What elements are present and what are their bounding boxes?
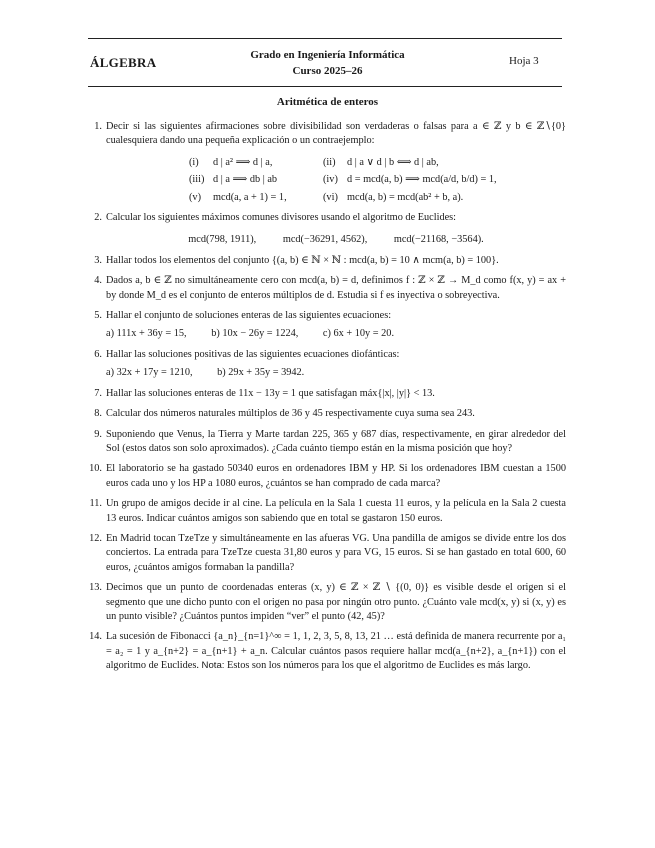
problem-text: El laboratorio se ha gastado 50340 euros en ordenadores IBM y HP. Si los ordenadores IBM cuestan a 1500 euros cada uno y los HP a 1080 euros, ¿cuántos se han comprado de cada marca? (106, 463, 566, 489)
statement-label: (iii) (189, 174, 205, 186)
header-top-rule (88, 38, 562, 39)
degree-name: Grado en Ingeniería Informática (250, 49, 405, 61)
problem-14 (90, 630, 566, 673)
problem-number: 1. (94, 121, 102, 132)
equation: c) 6x + 10y = 20. (322, 328, 395, 340)
statement-label: (vi) (323, 191, 338, 203)
note-label: Nota: (201, 660, 225, 672)
problem-text: Suponiendo que Venus, la Tierra y Marte tardan 225, 365 y 687 días, respectivamente, en girar alrededor del Sol (estos datos son solo aproximados). ¿Cada cuánto tiempo están en la misma posición que hoy? (106, 428, 566, 454)
problem-text: Dados a, b ∈ ℤ no simultáneamente cero con mcd(a, b) = d, definimos f : ℤ × ℤ → M_d como f(x, y) = ax + by donde M_d es el conjunto de enteros múltiplos de d. Estudia si f es inyectiva o sobreyectiva. (106, 275, 566, 301)
problem-text: Hallar todos los elementos del conjunto {(a, b) ∈ ℕ × ℕ : mcd(a, b) = 10 ∧ mcm(a, b) = 100}. (106, 254, 499, 266)
gcd-expressions (106, 233, 566, 247)
equation: a) 111x + 36y = 15, (106, 328, 187, 340)
note-text: Estos son los números para los que el algoritmo de Euclides es más largo. (227, 660, 531, 672)
statement-expr: d | a ∨ d | b ⟺ d | ab, (347, 156, 439, 168)
problem-number: 4. (94, 275, 102, 287)
problem-text (106, 630, 566, 673)
problem-4 (90, 274, 566, 303)
problem-number: 6. (94, 348, 102, 360)
statement-expr: d | a ⟹ db | ab (213, 174, 278, 186)
problem-number: 12. (89, 532, 102, 544)
problem-number: 2. (94, 212, 102, 224)
sheet-number: Hoja 3 (509, 55, 539, 67)
problem-text: Hallar las soluciones enteras de 11x − 13y = 1 que satisfagan máx{|x|, |y|} < 13. (106, 387, 435, 399)
problem-number: 11. (89, 498, 102, 510)
problem-text: Un grupo de amigos decide ir al cine. La película en la Sala 1 cuesta 11 euros, y la película en la Sala 2 cuesta 13 euros. Indicar cuántos amigos son sabiendo que en total se gastaron 150 euros. (106, 498, 566, 524)
problem-2 (90, 211, 566, 248)
gcd-expression: mcd(−21168, −3564). (393, 234, 484, 246)
problem-13 (90, 581, 566, 624)
statement-label: (v) (189, 191, 202, 203)
problem-number: 14. (89, 631, 102, 643)
equation: b) 10x − 26y = 1224, (211, 328, 299, 340)
problem-list (90, 120, 566, 680)
problem-number: 3. (94, 254, 102, 266)
course-name: ÁLGEBRA (90, 55, 157, 70)
problem-number: 9. (94, 428, 102, 440)
problem-10 (90, 462, 566, 491)
problem-text: Hallar el conjunto de soluciones enteras de las siguientes ecuaciones: (106, 310, 392, 322)
problem-number: 13. (89, 582, 102, 594)
problem-7 (90, 387, 566, 401)
problem-3 (90, 254, 566, 268)
statement-label: (iv) (323, 174, 338, 186)
problem-8 (90, 407, 566, 421)
problem-text: Calcular dos números naturales múltiplos de 36 y 45 respectivamente cuya suma sea 243. (106, 408, 475, 420)
equation-list (106, 327, 566, 341)
problem-1 (90, 120, 566, 205)
problem-number: 8. (94, 408, 102, 420)
equation: a) 32x + 17y = 1210, (106, 367, 193, 379)
statement-expr: mcd(a, a + 1) = 1, (213, 191, 287, 203)
gcd-expression: mcd(798, 1911), (188, 234, 257, 246)
gcd-expression: mcd(−36291, 4562), (282, 234, 368, 246)
header-center (0, 47, 655, 79)
problem-12 (90, 532, 566, 575)
header-bottom-rule (88, 86, 562, 87)
equation: b) 29x + 35y = 3942. (217, 367, 305, 379)
statement-label: (ii) (323, 156, 336, 168)
problem-text: Decimos que un punto de coordenadas enteras (x, y) ∈ ℤ × ℤ ∖ {(0, 0)} es visible desde el origen si el segmento que une dicho punto con el origen no pasa por ningún otro punto. ¿Cuánto vale mcd(x, y) si (x, y) es un punto visible? ¿Cuántos puntos impiden “ver” el punto (42, 45)? (106, 582, 566, 622)
sheet-title: Aritmética de enteros (276, 96, 379, 108)
problem-number: 5. (94, 310, 102, 322)
problem-number: 10. (89, 463, 102, 475)
problem-text: Calcular los siguientes máximos comunes divisores usando el algoritmo de Euclides: (106, 212, 457, 224)
problem-5 (90, 309, 566, 342)
problem-6 (90, 348, 566, 381)
problem-9 (90, 428, 566, 457)
statement-expr: d | a² ⟹ d | a, (213, 156, 273, 168)
problem-text: Decir si las siguientes afirmaciones sobre divisibilidad son verdaderas o falsas para a ∈ ℤ y b ∈ ℤ∖{0} cualesquiera dando una pequeña explicación o un contraejemplo: (106, 121, 566, 147)
problem-main-text: La sucesión de Fibonacci {a_n}_{n=1}^∞ = 1, 1, 2, 3, 5, 8, 13, 21 … está definida de manera recurrente por a₁ = a₂ = 1 y a_{n+2} = a_{n+1} + a_n. Calcular cuántos pasos requiere hallar mcd(a_{n+2}, a_{n+1}) con el algoritmo de Euclides. (106, 631, 566, 672)
statement-expr: d = mcd(a, b) ⟹ mcd(a/d, b/d) = 1, (347, 174, 497, 186)
academic-year: Curso 2025–26 (292, 65, 363, 77)
equation-list (106, 366, 566, 380)
statement-grid (189, 156, 566, 205)
problem-11 (90, 497, 566, 526)
problem-text: En Madrid tocan TzeTze y simultáneamente en las afueras VG. Una pandilla de amigos se divide entre los dos conciertos. La entrada para TzeTze cuesta 31,80 euros y para VG, 15 euros. Si se han gastado en total 600, 60 euros, ¿cuántos amigos formaban la pandilla? (106, 532, 566, 573)
statement-expr: mcd(a, b) = mcd(ab² + b, a). (347, 191, 464, 203)
problem-text: Hallar las soluciones positivas de las siguientes ecuaciones diofánticas: (106, 348, 400, 360)
problem-number: 7. (94, 387, 102, 399)
statement-label: (i) (189, 156, 199, 168)
